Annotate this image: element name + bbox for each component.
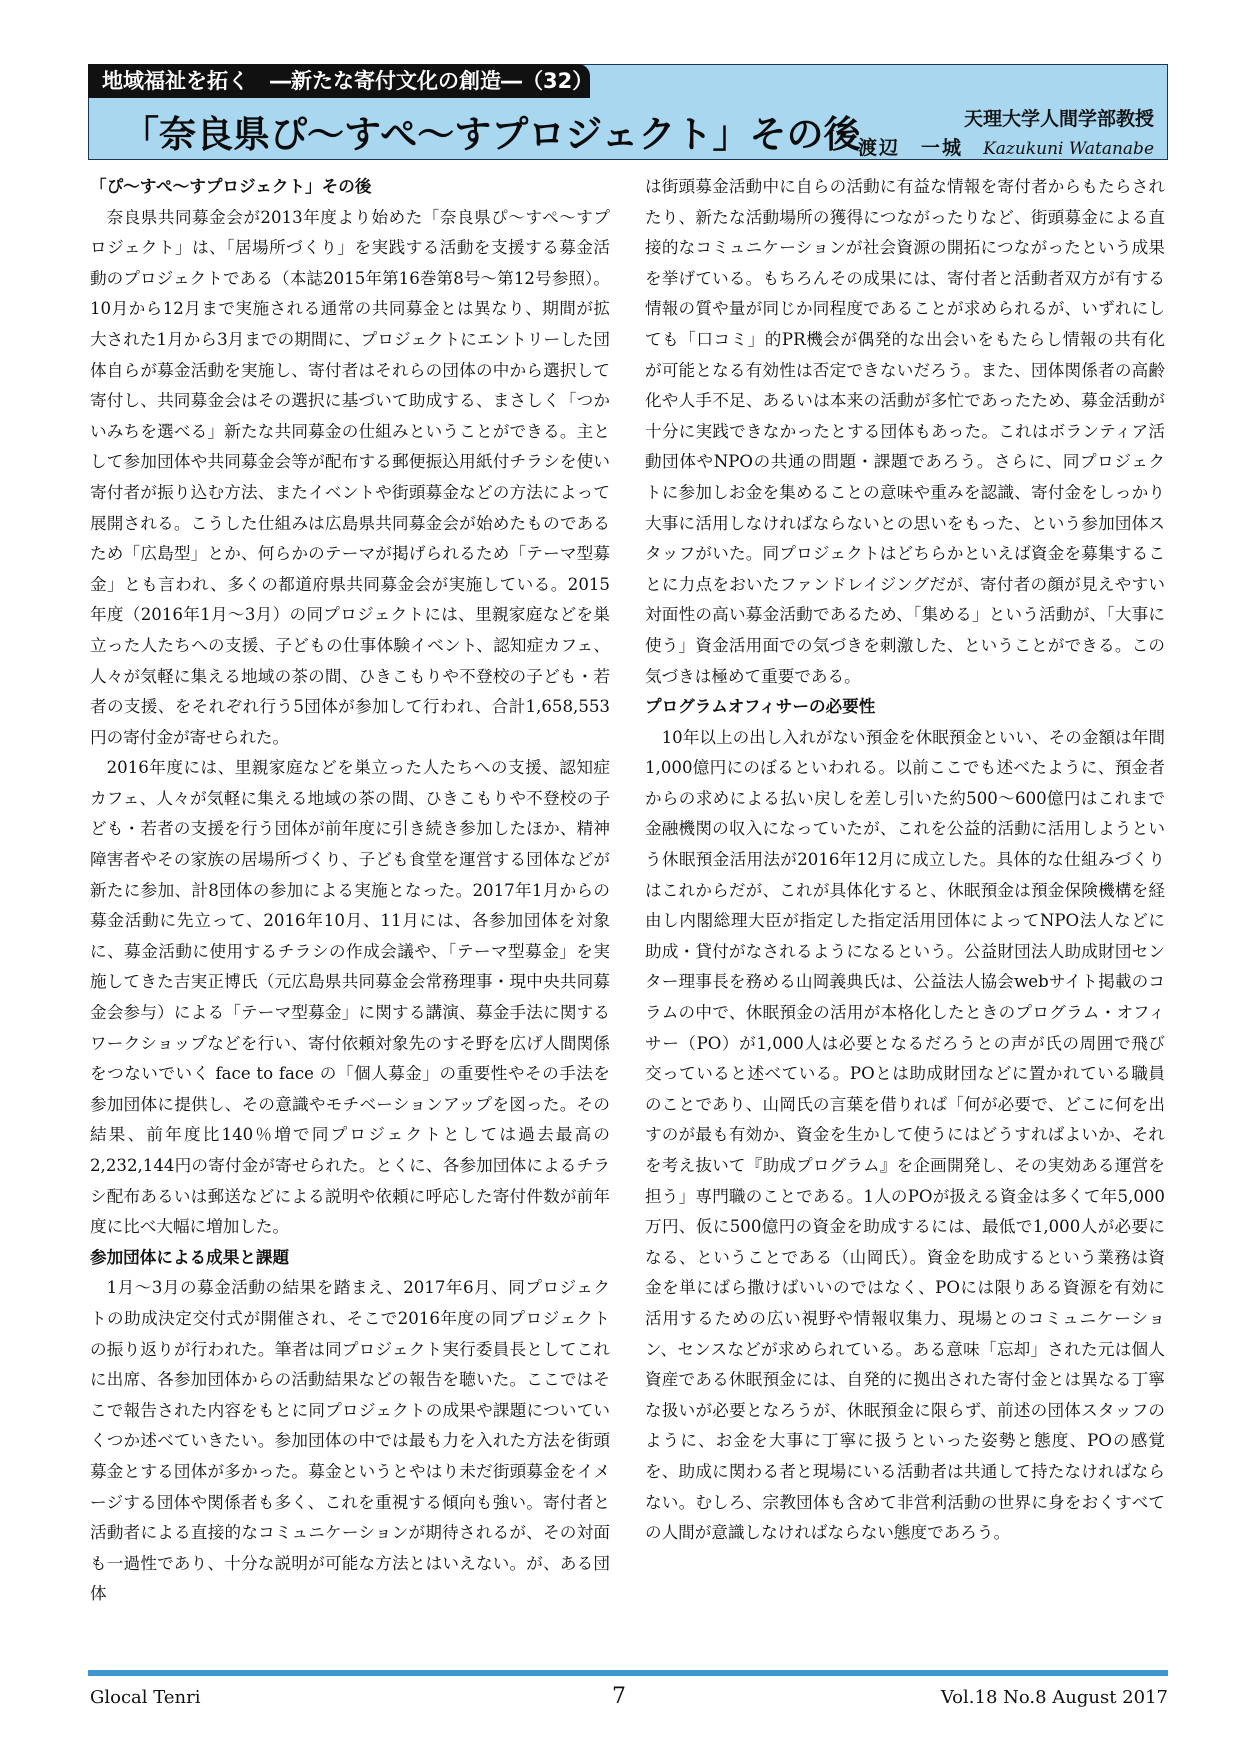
article-title: 「奈良県ぴ～すぺ～すプロジェクト」その後: [122, 113, 861, 156]
section-heading: プログラムオフィサーの必要性: [645, 697, 876, 717]
author-affiliation: 天理大学人間学部教授: [963, 108, 1154, 130]
right-column: [645, 172, 1165, 1549]
series-label: 地域福祉を拓く ―新たな寄付文化の創造―（32）: [88, 64, 590, 98]
section-heading: 参加団体による成果と課題: [90, 1247, 290, 1267]
paragraph: 奈良県共同募金会が2013年度より始めた「奈良県ぴ～すぺ～すプロジェクト」は、「居場所づくり」を実践する活動を支援する募金活動のプロジェクトである（本誌2015年第16巻第8号～第12号参照）。10月から12月まで実施される通常の共同募金とは異なり、期間が拡大された1月から3月までの期間に、プロジェクトにエントリーした団体自らが募金活動を実施し、寄付者はそれらの団体の中から選択して寄付し、共同募金会はその選択に基づいて助成する、まさしく「つかいみちを選べる」新たな共同募金の仕組みということができる。主として参加団体や共同募金会等が配布する郵便振込用紙付チラシを使い寄付者が振り込む方法、またイベントや街頭募金などの方法によって展開される。こうした仕組みは広島県共同募金会が始めたものであるため「広島型」とか、何らかのテーマが掲げられるため「テーマ型募金」とも言われ、多くの都道府県共同募金会が実施している。2015年度（2016年1月～3月）の同プロジェクトには、里親家庭などを巣立った人たちへの支援、子どもの仕事体験イベント、認知症カフェ、人々が気軽に集える地域の茶の間、ひきこもりや不登校の子ども・若者の支援、をそれぞれ行う5団体が参加して行われ、合計1,658,553円の寄付金が寄せられた。: [90, 207, 610, 747]
paragraph: 10年以上の出し入れがない預金を休眠預金といい、その金額は年間1,000億円にのぼるといわれる。以前ここでも述べたように、預金者からの求めによる払い戻しを差し引いた約500～600億円はこれまで金融機関の収入になっていたが、これを公益的活動に活用しようという休眠預金活用法が2016年12月に成立した。具体的な仕組みづくりはこれからだが、これが具体化すると、休眠預金は預金保険機構を経由し内閣総理大臣が指定した指定活用団体によってNPO法人などに助成・貸付がなされるようになるという。公益財団法人助成財団センター理事長を務める山岡義典氏は、公益法人協会webサイト掲載のコラムの中で、休眠預金の活用が本格化したときのプログラム・オフィサー（PO）が1,000人は必要となるだろうとの声が氏の周囲で飛び交っていると述べている。POとは助成財団などに置かれている職員のことであり、山岡氏の言葉を借りれば「何が必要で、どこに何を出すのが最も有効か、資金を生かして使うにはどうすればよいか、それを考え抜いて『助成プログラム』を企画開発し、その実効ある運営を担う」専門職のことである。1人のPOが扱える資金は多くて年5,000万円、仮に500億円の資金を助成するには、最低で1,000人が必要になる、ということである（山岡氏）。資金を助成するという業務は資金を単にばら撒けばいいのではなく、POには限りある資源を有効に活用するための広い視野や情報収集力、現場とのコミュニケーション、センスなどが求められている。ある意味「忘却」された元は個人資産である休眠預金には、自発的に拠出された寄付金とは異なる丁寧な扱いが必要となろうが、休眠預金に限らず、前述の団体スタッフのように、お金を大事に丁寧に扱うといった姿勢と態度、POの感覚を、助成に関わる者と現場にいる活動者は共通して持たなければならない。むしろ、宗教団体も含めて非営利活動の世界に身をおくすべての人間が意識しなければならない態度であろう。: [645, 727, 1165, 1543]
author-name-ja: 渡辺 一城: [858, 137, 964, 159]
paragraph-continued: は街頭募金活動中に自らの活動に有益な情報を寄付者からもたらされたり、新たな活動場所の獲得につながったりなど、街頭募金による直接的なコミュニケーションが社会資源の開拓につながったという成果を挙げている。もちろんその成果には、寄付者と活動者双方が有する情報の質や量が同じか同程度であることが求められるが、いずれにしても「口コミ」的PR機会が偶発的な出会いをもたらし情報の共有化が可能となる有効性は否定できないだろう。また、団体関係者の高齢化や人手不足、あるいは本来の活動が多忙であったため、募金活動が十分に実践できなかったとする団体もあった。これはボランティア活動団体やNPOの共通の問題・課題であろう。さらに、同プロジェクトに参加しお金を集めることの意味や重みを認識、寄付金をしっかり大事に活用しなければならないとの思いをもった、という参加団体スタッフがいた。同プロジェクトはどちらかといえば資金を募集することに力点をおいたファンドレイジングだが、寄付者の顔が見えやすい対面性の高い募金活動であるため、「集める」という活動が、「大事に使う」資金活用面での気づきを刺激した、ということができる。この気づきは極めて重要である。: [645, 177, 1165, 686]
section-heading: 「ぴ～すぺ～すプロジェクト」その後: [90, 177, 372, 196]
author-name-en: Kazukuni Watanabe: [983, 139, 1154, 159]
left-column: [90, 172, 610, 1610]
author-line: [858, 133, 1154, 160]
paragraph: 2016年度には、里親家庭などを巣立った人たちへの支援、認知症カフェ、人々が気軽に集える地域の茶の間、ひきこもりや不登校の子ども・若者の支援を行う団体が前年度に引き続き参加したほか、精神障害者やその家族の居場所づくり、子ども食堂を運営する団体などが新たに参加、計8団体の参加による実施となった。2017年1月からの募金活動に先立って、2016年10月、11月には、各参加団体を対象に、募金活動に使用するチラシの作成会議や、「テーマ型募金」を実施してきた吉実正博氏（元広島県共同募金会常務理事・現中央共同募金会参与）による「テーマ型募金」に関する講演、募金手法に関するワークショップなどを行い、寄付依頼対象先のすそ野を広げ人間関係をつないでいく face to face の「個人募金」の重要性やその手法を参加団体に提供し、その意識やモチベーションアップを図った。その結果、前年度比140％増で同プロジェクトとしては過去最高の2,232,144円の寄付金が寄せられた。とくに、各参加団体によるチラシ配布あるいは郵送などによる説明や依頼に呼応した寄付件数が前年度に比べ大幅に増加した。: [90, 758, 610, 1237]
page-number: 7: [612, 1684, 626, 1709]
issue-info: Vol.18 No.8 August 2017: [940, 1687, 1168, 1708]
footer-rule: [88, 1670, 1168, 1676]
paragraph: 1月～3月の募金活動の結果を踏まえ、2017年6月、同プロジェクトの助成決定交付式が開催され、そこで2016年度の同プロジェクトの振り返りが行われた。筆者は同プロジェクト実行委員長としてこれに出席、各参加団体からの活動結果などの報告を聴いた。ここではそこで報告された内容をもとに同プロジェクトの成果や課題についていくつか述べていきたい。参加団体の中では最も力を入れた方法を街頭募金とする団体が多かった。募金というとやはり未だ街頭募金をイメージする団体や関係者も多く、これを重視する傾向も強い。寄付者と活動者による直接的なコミュニケーションが期待されるが、その対面も一過性であり、十分な説明が可能な方法とはいえない。が、ある団体: [90, 1278, 610, 1604]
publication-name: Glocal Tenri: [90, 1687, 201, 1708]
